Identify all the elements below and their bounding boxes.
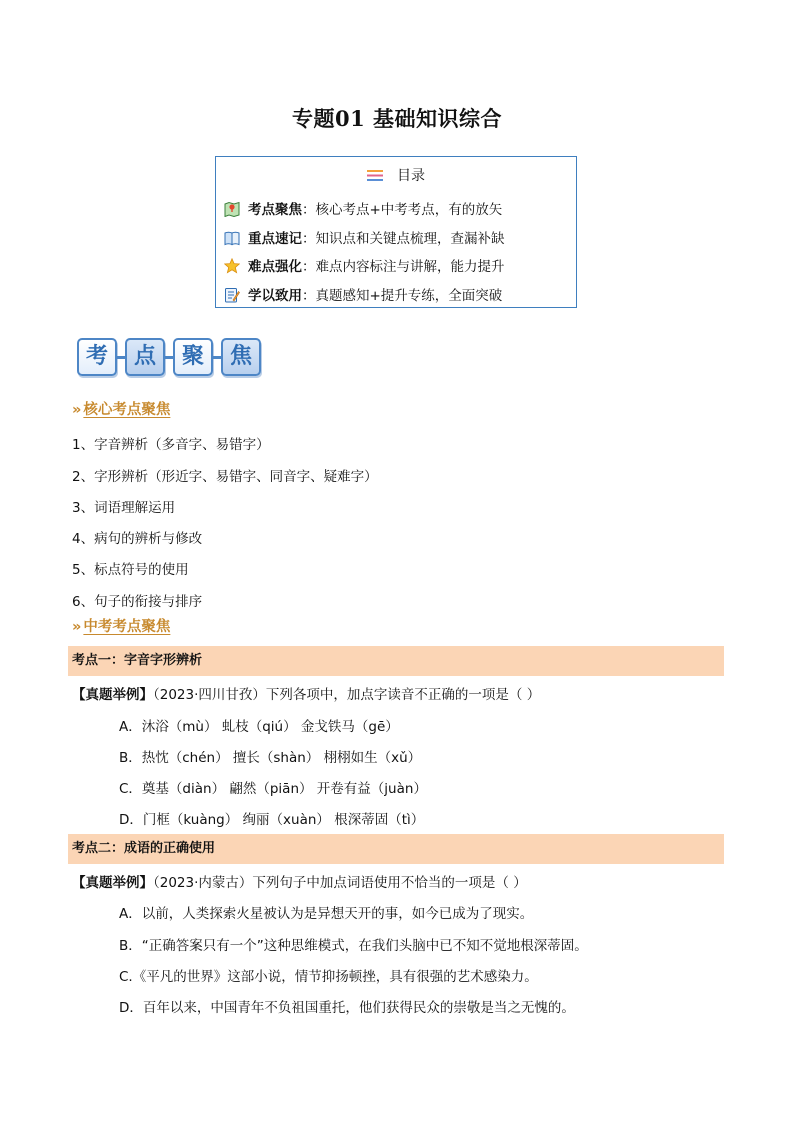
option: C．奠基（diàn） 翩然（piān） 开卷有益（juàn）: [119, 781, 427, 797]
list-item: 2、字形辨析（形近字、易错字、同音字、疑难字）: [72, 469, 378, 485]
toc-desc: ：知识点和关键点梳理，查漏补缺: [302, 231, 505, 247]
double-chevron-icon: »: [72, 619, 82, 635]
toc-desc: ：核心考点+中考考点，有的放矢: [302, 202, 503, 218]
star-icon: [224, 258, 240, 274]
banner-tile: 点: [125, 338, 165, 376]
toc-label: 重点速记: [248, 231, 302, 247]
list-item: 4、病句的辨析与修改: [72, 531, 203, 547]
toc-heading-row: [216, 165, 576, 185]
toc-label: 学以致用: [248, 288, 302, 304]
banner-tile: 聚: [173, 338, 213, 376]
option: C.《平凡的世界》这部小说，情节抑扬顿挫，具有很强的艺术感染力。: [119, 969, 538, 985]
list-item: 5、标点符号的使用: [72, 562, 189, 578]
exam-section-heading: [72, 615, 170, 636]
banner-connector: [117, 356, 125, 359]
toc-label: 难点强化: [248, 259, 302, 275]
question-text: （2023·内蒙古）下列句子中加点词语使用不恰当的一项是（ ）: [153, 875, 527, 891]
list-icon: [367, 170, 383, 181]
toc-item-difficulty: [224, 255, 505, 275]
toc-desc: ：真题感知+提升专练，全面突破: [302, 288, 503, 304]
book-icon: [224, 230, 240, 246]
toc-desc: ：难点内容标注与讲解，能力提升: [302, 259, 505, 275]
banner-connector: [213, 356, 221, 359]
list-item: 3、词语理解运用: [72, 500, 176, 516]
table-of-contents: [215, 156, 577, 308]
page-title: 专题01 基础知识综合: [291, 106, 503, 131]
exam-point-bar: 考点一：字音字形辨析: [68, 646, 724, 676]
question-tag: 【真题举例】: [72, 687, 153, 703]
toc-label: 考点聚焦: [248, 202, 302, 218]
question: [72, 683, 540, 703]
question-text: （2023·四川甘孜）下列各项中，加点字读音不正确的一项是（ ）: [153, 687, 541, 703]
option: D．百年以来，中国青年不负祖国重托，他们获得民众的崇敬是当之无愧的。: [119, 1000, 575, 1016]
question: [72, 871, 527, 891]
list-item: 6、句子的衔接与排序: [72, 594, 203, 610]
notepad-icon: [224, 287, 240, 303]
option: B．“正确答案只有一个”这种思维模式，在我们头脑中已不知不觉地根深蒂固。: [119, 938, 588, 954]
question-tag: 【真题举例】: [72, 875, 153, 891]
toc-heading: 目录: [397, 168, 425, 184]
toc-item-notes: [224, 227, 505, 247]
option: D．门框（kuàng） 绚丽（xuàn） 根深蒂固（tì）: [119, 812, 425, 828]
core-heading-text: 核心考点聚焦: [83, 402, 171, 418]
banner-connector: [165, 356, 173, 359]
banner-tile: 考: [77, 338, 117, 376]
banner-tile: 焦: [221, 338, 261, 376]
option: A．沐浴（mù） 虬枝（qiú） 金戈铁马（gē）: [119, 719, 399, 735]
option: B．热忱（chén） 擅长（shàn） 栩栩如生（xǔ）: [119, 750, 422, 766]
list-item: 1、字音辨析（多音字、易错字）: [72, 437, 270, 453]
option: A．以前，人类探索火星被认为是异想天开的事，如今已成为了现实。: [119, 906, 534, 922]
exam-heading-text: 中考考点聚焦: [83, 619, 171, 635]
toc-item-focus: [224, 198, 502, 218]
toc-item-practice: [224, 284, 502, 304]
core-section-heading: [72, 398, 170, 419]
double-chevron-icon: »: [72, 402, 82, 418]
exam-point-bar: 考点二：成语的正确使用: [68, 834, 724, 864]
map-icon: [224, 201, 240, 217]
